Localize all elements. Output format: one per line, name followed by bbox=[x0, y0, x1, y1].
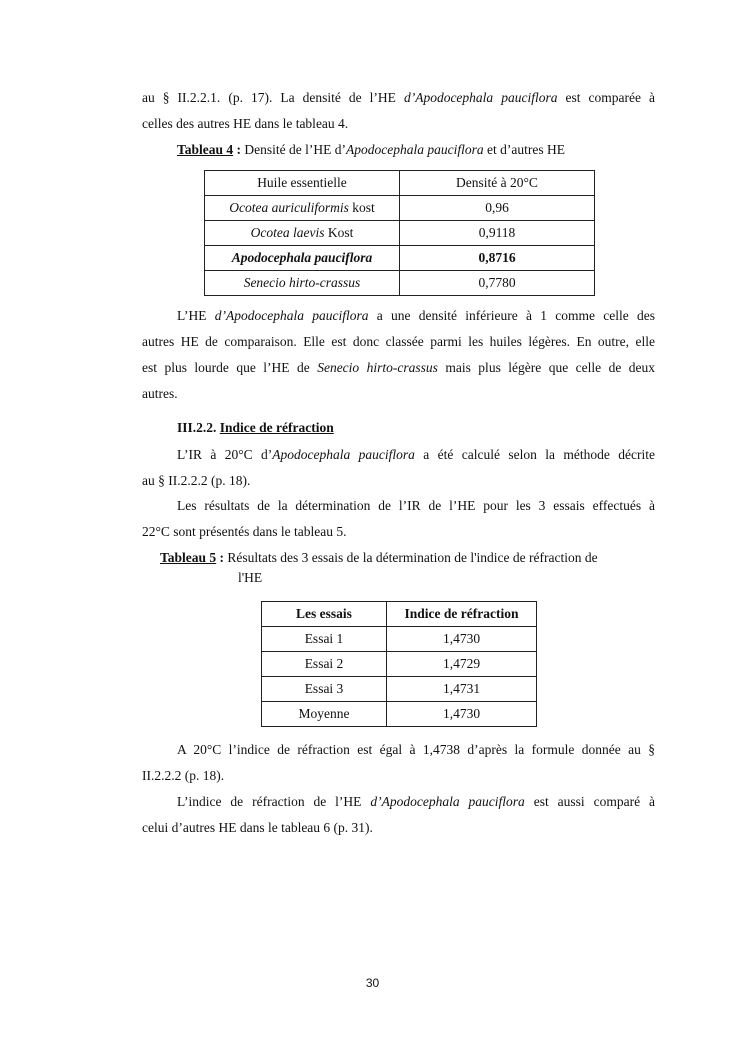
table-header: Huile essentielle bbox=[205, 171, 400, 196]
paragraph-line: 22°C sont présentés dans le tableau 5. bbox=[142, 524, 347, 539]
table-cell: Ocotea laevis Kost bbox=[205, 221, 400, 246]
paragraph-line: II.2.2.2 (p. 18). bbox=[142, 768, 225, 783]
table-header: Densité à 20°C bbox=[400, 171, 595, 196]
table-row bbox=[262, 702, 537, 727]
table-caption: Tableau 4 : Densité de l’HE d’Apodocephala pauciflora et d’autres HE bbox=[177, 142, 565, 157]
refraction-table bbox=[261, 601, 537, 727]
table-row bbox=[205, 196, 595, 221]
paragraph-line: L’HE d’Apodocephala pauciflora a une densité inférieure à 1 comme celle des bbox=[177, 308, 656, 323]
table-cell: Essai 1 bbox=[262, 627, 387, 652]
table-row bbox=[205, 221, 595, 246]
paragraph-line: Les résultats de la détermination de l’IR de l’HE pour les 3 essais effectués à bbox=[177, 498, 655, 513]
table-cell: Senecio hirto-crassus bbox=[205, 271, 400, 296]
table-cell: 1,4730 bbox=[387, 627, 537, 652]
table-cell: 0,96 bbox=[400, 196, 595, 221]
table-header: Indice de réfraction bbox=[387, 602, 537, 627]
paragraph-line: A 20°C l’indice de réfraction est égal à 1,4738 d’après la formule donnée au § bbox=[177, 742, 655, 757]
section-heading: III.2.2. Indice de réfraction bbox=[177, 420, 334, 435]
table-row bbox=[262, 677, 537, 702]
table-cell: Apodocephala pauciflora bbox=[205, 246, 400, 271]
table-row bbox=[205, 271, 595, 296]
table-cell: 0,8716 bbox=[400, 246, 595, 271]
paragraph-line: L’indice de réfraction de l’HE d’Apodocephala pauciflora est aussi comparé à bbox=[177, 794, 655, 809]
table-row bbox=[262, 627, 537, 652]
table-cell: 0,9118 bbox=[400, 221, 595, 246]
table-cell: 1,4730 bbox=[387, 702, 537, 727]
table-header-row bbox=[205, 171, 595, 196]
table-caption: Tableau 5 : Résultats des 3 essais de la détermination de l'indice de réfraction de bbox=[160, 550, 598, 565]
table-row bbox=[262, 652, 537, 677]
table-cell: Essai 3 bbox=[262, 677, 387, 702]
table-header-row bbox=[262, 602, 537, 627]
density-table bbox=[204, 170, 595, 296]
paragraph-line: au § II.2.2.2 (p. 18). bbox=[142, 473, 251, 488]
paragraph-line: autres HE de comparaison. Elle est donc classée parmi les huiles légères. En outre, elle bbox=[142, 334, 655, 349]
table-cell: Moyenne bbox=[262, 702, 387, 727]
table-cell: 1,4729 bbox=[387, 652, 537, 677]
paragraph-line: celui d’autres HE dans le tableau 6 (p. 31). bbox=[142, 820, 373, 835]
paragraph-line: au § II.2.2.1. (p. 17). La densité de l’HE d’Apodocephala pauciflora est comparée à bbox=[142, 90, 656, 105]
table-row bbox=[205, 246, 595, 271]
paragraph-line: est plus lourde que l’HE de Senecio hirto-crassus mais plus légère que celle de deux bbox=[142, 360, 656, 375]
paragraph-line: celles des autres HE dans le tableau 4. bbox=[142, 116, 349, 131]
table-cell: 0,7780 bbox=[400, 271, 595, 296]
table-cell: Ocotea auriculiformis kost bbox=[205, 196, 400, 221]
page-number: 30 bbox=[365, 976, 380, 990]
paragraph-line: L’IR à 20°C d’Apodocephala pauciflora a été calculé selon la méthode décrite bbox=[177, 447, 655, 462]
table-cell: 1,4731 bbox=[387, 677, 537, 702]
table-caption-continuation: l'HE bbox=[238, 570, 263, 585]
table-header: Les essais bbox=[262, 602, 387, 627]
table-cell: Essai 2 bbox=[262, 652, 387, 677]
paragraph-line: autres. bbox=[142, 386, 178, 401]
